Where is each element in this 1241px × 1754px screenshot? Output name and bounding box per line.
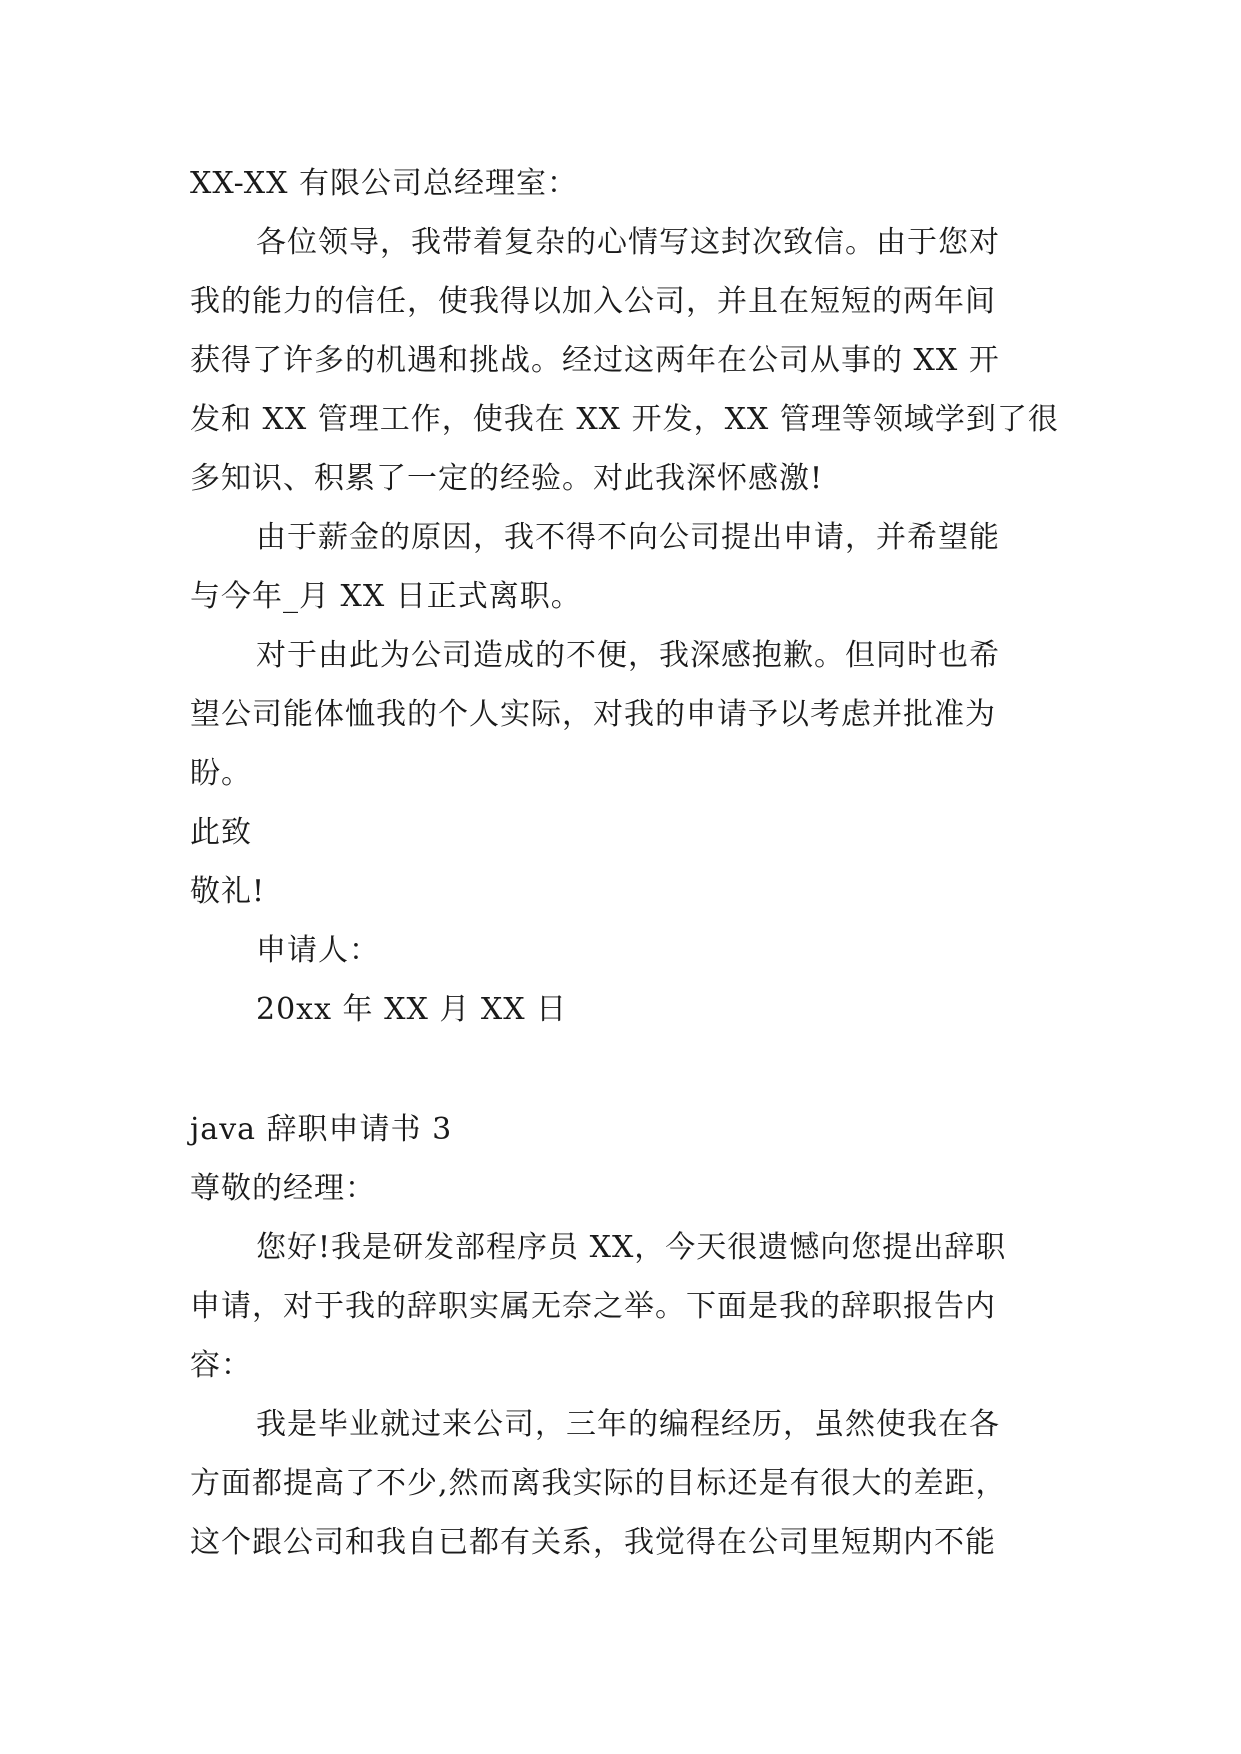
letter2-p1-line2: 申请，对于我的辞职实属无奈之举。下面是我的辞职报告内 xyxy=(190,1289,996,1324)
letter1-p3-line3: 盼。 xyxy=(190,756,252,791)
document-body xyxy=(190,154,1060,1572)
letter2-p1-line3: 容： xyxy=(190,1348,252,1383)
letter1-p1-line1: 各位领导，我带着复杂的心情写这封次致信。由于您对 xyxy=(256,225,1000,260)
letter1-p3-line2: 望公司能体恤我的个人实际，对我的申请予以考虑并批准为 xyxy=(190,697,996,732)
section-spacer xyxy=(190,1039,1060,1100)
letter1-p1-line2: 我的能力的信任，使我得以加入公司，并且在短短的两年间 xyxy=(190,284,996,319)
letter1-salutation: XX-XX 有限公司总经理室： xyxy=(190,166,578,201)
letter1-closing2: 敬礼! xyxy=(190,874,266,909)
letter1-p1-line4: 发和 XX 管理工作，使我在 XX 开发，XX 管理等领域学到了很 xyxy=(190,402,1059,437)
letter2-p2-line1: 我是毕业就过来公司，三年的编程经历，虽然使我在各 xyxy=(256,1407,1000,1442)
letter1-p3-line1: 对于由此为公司造成的不便，我深感抱歉。但同时也希 xyxy=(256,638,1000,673)
letter1-p2-line1: 由于薪金的原因，我不得不向公司提出申请，并希望能 xyxy=(256,520,1000,555)
letter1-p1-line3: 获得了许多的机遇和挑战。经过这两年在公司从事的 XX 开 xyxy=(190,343,1000,378)
letter2-p1-line1: 您好!我是研发部程序员 XX，今天很遗憾向您提出辞职 xyxy=(256,1230,1007,1265)
letter2-salutation: 尊敬的经理： xyxy=(190,1171,376,1206)
letter1-closing1: 此致 xyxy=(190,815,252,850)
letter1-p2-line2: 与今年_月 XX 日正式离职。 xyxy=(190,579,582,614)
letter2-title: java 辞职申请书 3 xyxy=(190,1112,453,1147)
letter2-p2-line2: 方面都提高了不少,然而离我实际的目标还是有很大的差距， xyxy=(190,1466,1007,1501)
letter2-p2-line3: 这个跟公司和我自已都有关系，我觉得在公司里短期内不能 xyxy=(190,1525,996,1560)
letter1-p1-line5: 多知识、积累了一定的经验。对此我深怀感激! xyxy=(190,461,824,496)
letter1-applicant: 申请人： xyxy=(256,933,380,968)
letter1-date: 20xx 年 XX 月 XX 日 xyxy=(256,992,568,1027)
